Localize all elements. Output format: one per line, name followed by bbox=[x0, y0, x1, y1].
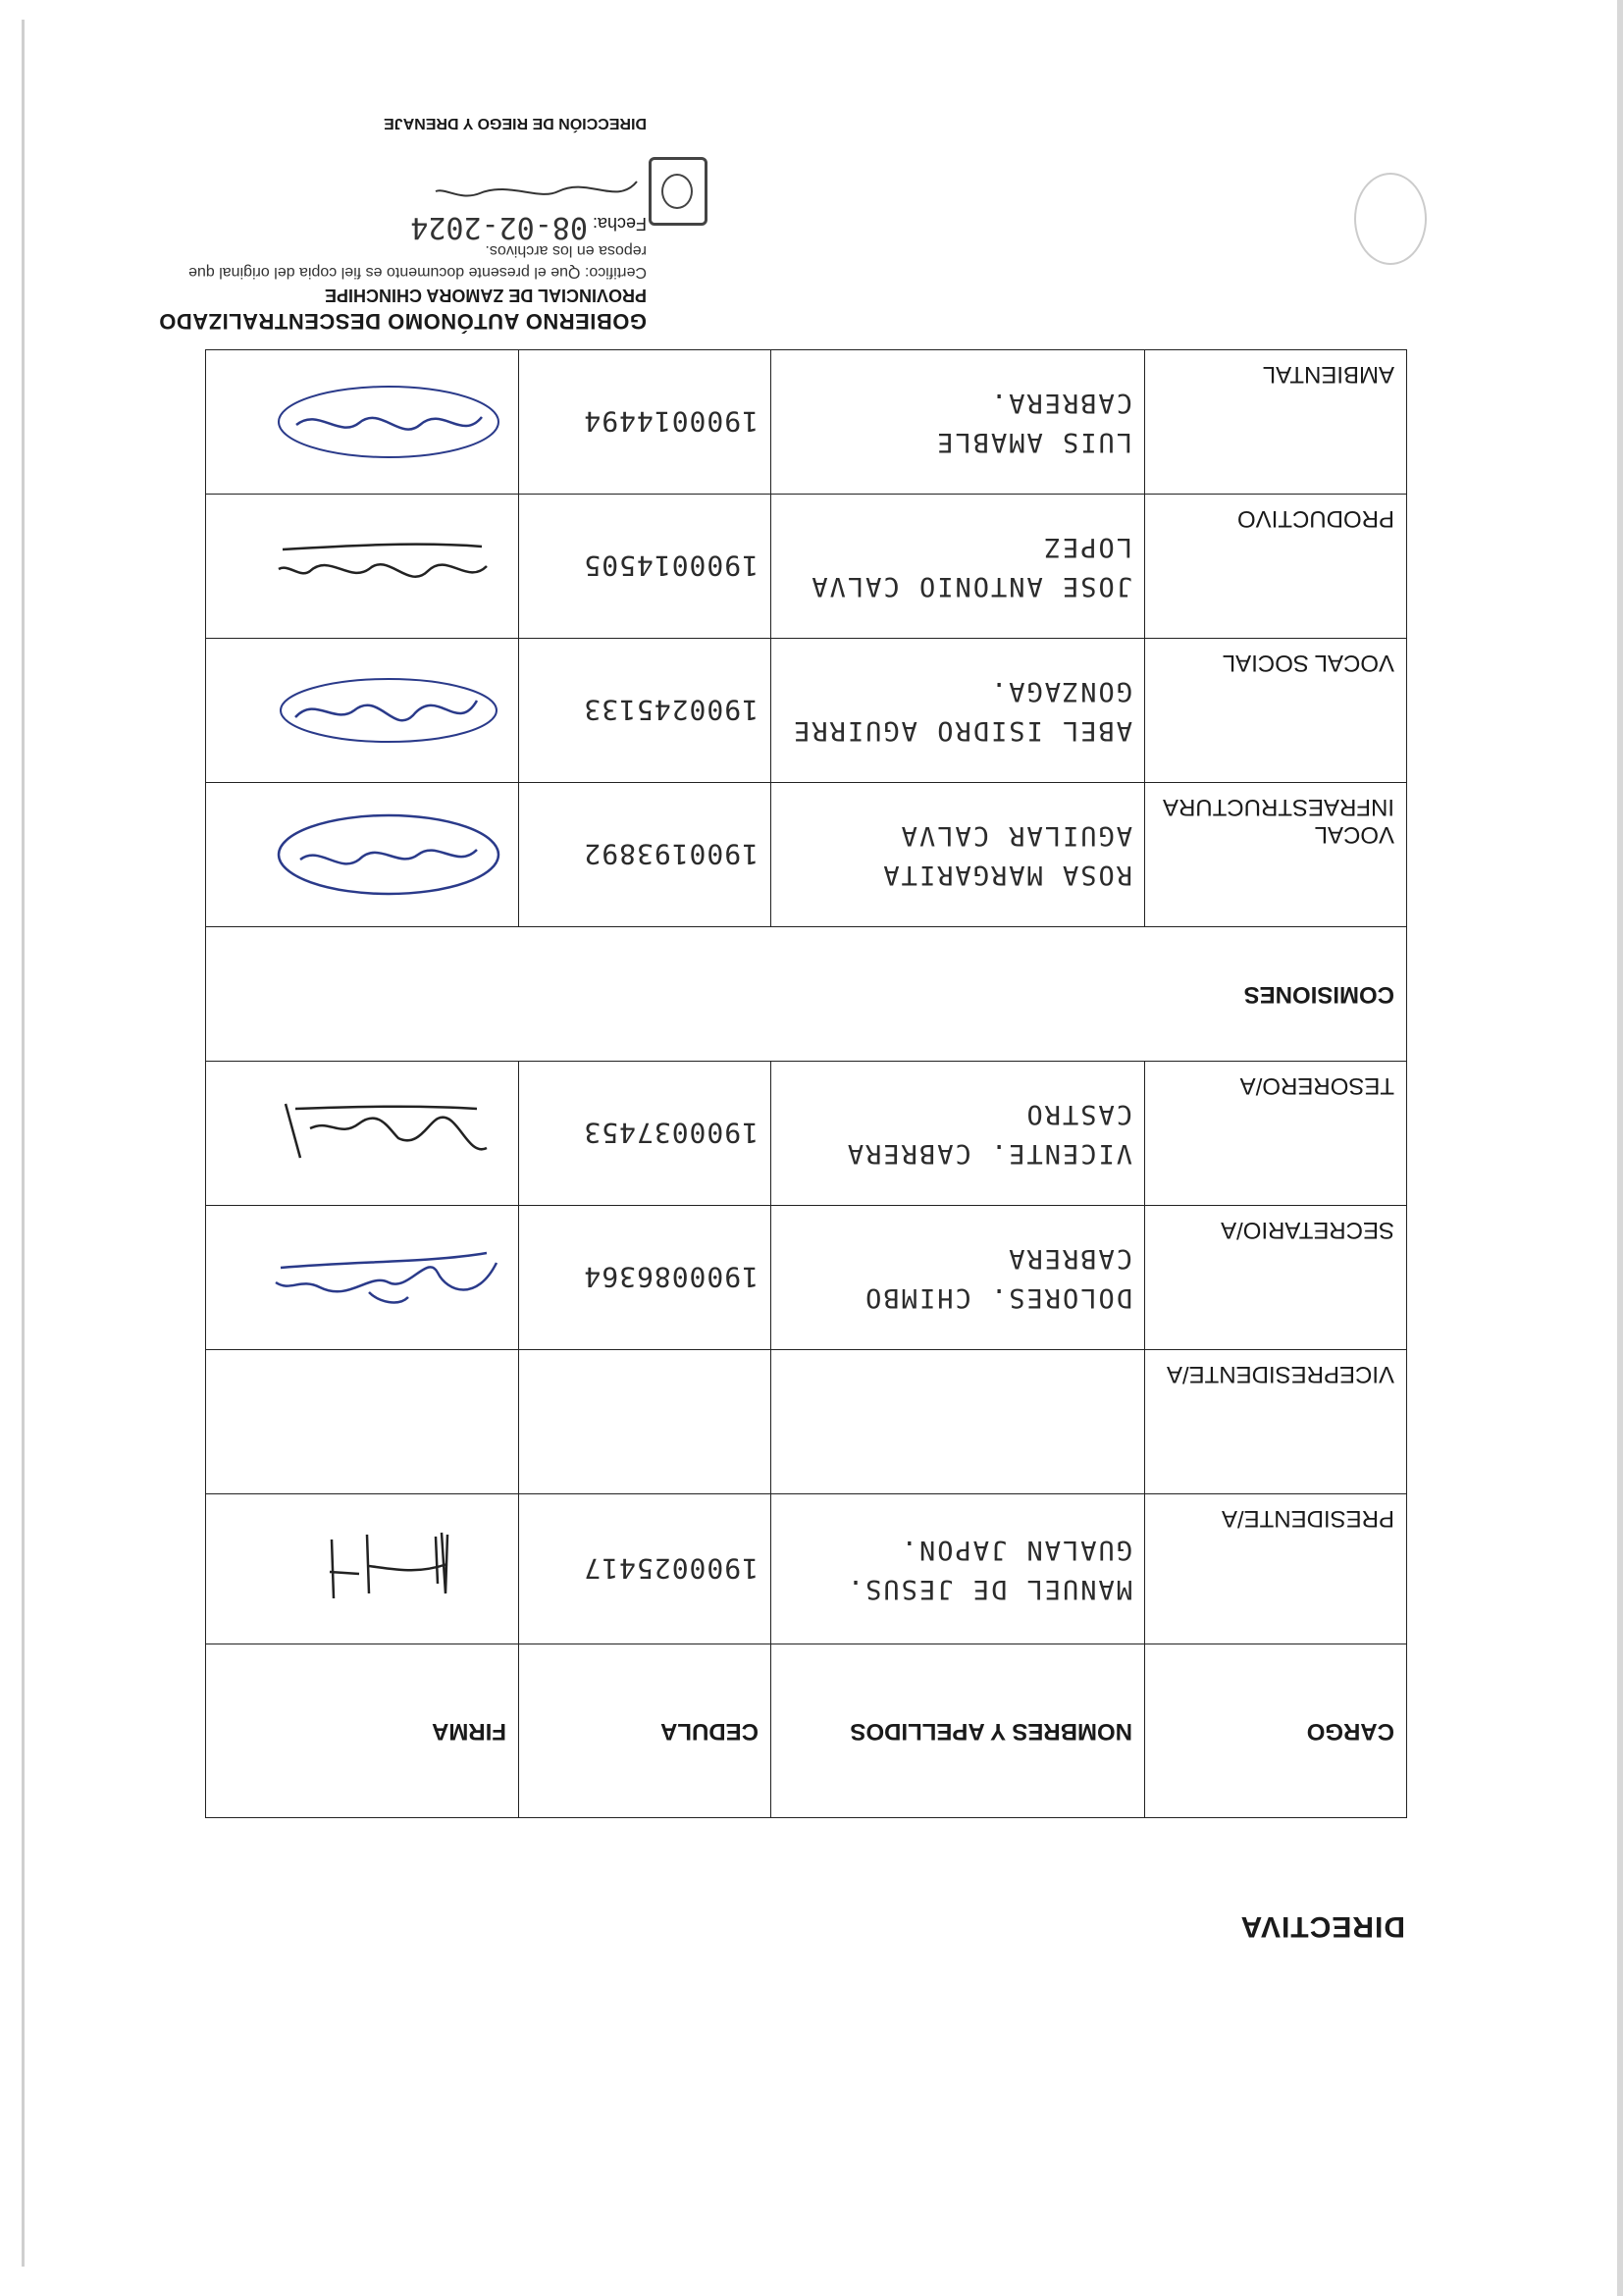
signature-image bbox=[271, 1233, 506, 1322]
cargo-cell: TESORERO/A bbox=[1145, 1062, 1407, 1206]
signature-image bbox=[271, 1089, 506, 1177]
cargo-cell: PRODUCTIVO bbox=[1145, 495, 1407, 639]
table-row bbox=[206, 1062, 1407, 1206]
cargo-cell: VICEPRESIDENTE/A bbox=[1145, 1350, 1407, 1494]
header-cedula: CEDULA bbox=[519, 1644, 771, 1818]
table-row bbox=[206, 783, 1407, 927]
commissions-label: COMISIONES bbox=[206, 927, 1407, 1062]
cedula-cell: 1900014494 bbox=[519, 350, 771, 495]
cedula-cell bbox=[519, 1350, 771, 1494]
table-row bbox=[206, 1350, 1407, 1494]
header-cargo: CARGO bbox=[1145, 1644, 1407, 1818]
stamp-org-line1: GOBIERNO AUTÓNOMO DESCENTRALIZADO bbox=[158, 309, 647, 334]
signature-cell bbox=[206, 639, 519, 783]
cedula-cell: 1900245133 bbox=[519, 639, 771, 783]
signature-image bbox=[271, 378, 506, 466]
name-cell: ABEL ISIDRO AGUIRRE GONZAGA. bbox=[771, 639, 1145, 783]
name-cell: VICENTE. CABRERA CASTRO bbox=[771, 1062, 1145, 1206]
signature-image bbox=[271, 666, 506, 755]
name-cell: LUIS AMABLE CABRERA. bbox=[771, 350, 1145, 495]
section-heading: DIRECTIVA bbox=[1239, 1910, 1405, 1943]
signature-cell bbox=[206, 1206, 519, 1350]
faded-seal-icon bbox=[1354, 173, 1427, 265]
directive-table bbox=[205, 349, 1407, 1818]
scan-edge bbox=[22, 20, 25, 2267]
signature-cell bbox=[206, 1494, 519, 1644]
header-nombres: NOMBRES Y APELLIDOS bbox=[771, 1644, 1145, 1818]
scan-edge bbox=[1617, 0, 1623, 2296]
certification-stamp bbox=[156, 110, 647, 334]
cedula-cell: 1900025417 bbox=[519, 1494, 771, 1644]
signature-cell bbox=[206, 783, 519, 927]
table-row bbox=[206, 495, 1407, 639]
table-row bbox=[206, 1206, 1407, 1350]
cargo-cell: VOCAL SOCIAL bbox=[1145, 639, 1407, 783]
cargo-cell: AMBIENTAL bbox=[1145, 350, 1407, 495]
table-row bbox=[206, 350, 1407, 495]
commissions-row bbox=[206, 927, 1407, 1062]
cedula-cell: 1900037453 bbox=[519, 1062, 771, 1206]
stamp-org-line2: PROVINCIAL DE ZAMORA CHINCHIPE bbox=[324, 286, 647, 305]
cedula-cell: 1900193892 bbox=[519, 783, 771, 927]
name-cell: MANUEL DE JESUS. GUALAN JAPON. bbox=[771, 1494, 1145, 1644]
cedula-cell: 1900086364 bbox=[519, 1206, 771, 1350]
table-row bbox=[206, 639, 1407, 783]
name-cell: JOSE ANTONIO CALVA LOPEZ bbox=[771, 495, 1145, 639]
stamp-date: 08-02-2024 bbox=[410, 210, 588, 244]
signature-image bbox=[271, 1525, 506, 1613]
name-cell: ROSA MARGARITA AGUILAR CALVA bbox=[771, 783, 1145, 927]
header-firma: FIRMA bbox=[206, 1644, 519, 1818]
stamp-cert-text: Certifico: Que el presente documento es fiel copia del original que reposa en los archivos. bbox=[188, 242, 647, 281]
cargo-cell: VOCAL INFRAESTRUCTURA bbox=[1145, 783, 1407, 927]
signature-cell bbox=[206, 1062, 519, 1206]
name-cell bbox=[771, 1350, 1145, 1494]
table-header-row bbox=[206, 1644, 1407, 1818]
signature-cell bbox=[206, 495, 519, 639]
signature-cell bbox=[206, 1350, 519, 1494]
stamp-dept: DIRECCIÓN DE RIEGO Y DRENAJE bbox=[384, 115, 647, 131]
stamp-date-label: Fecha: bbox=[592, 214, 647, 234]
cargo-cell: PRESIDENTE/A bbox=[1145, 1494, 1407, 1644]
signature-image bbox=[271, 810, 506, 899]
table-row bbox=[206, 1494, 1407, 1644]
signature-cell bbox=[206, 350, 519, 495]
cargo-cell: SECRETARIO/A bbox=[1145, 1206, 1407, 1350]
cedula-cell: 1900014505 bbox=[519, 495, 771, 639]
seal-icon bbox=[649, 157, 707, 226]
signature-image bbox=[271, 522, 506, 610]
name-cell: DOLORES. CHIMBO CABRERA bbox=[771, 1206, 1145, 1350]
stamp-signature bbox=[431, 172, 647, 211]
